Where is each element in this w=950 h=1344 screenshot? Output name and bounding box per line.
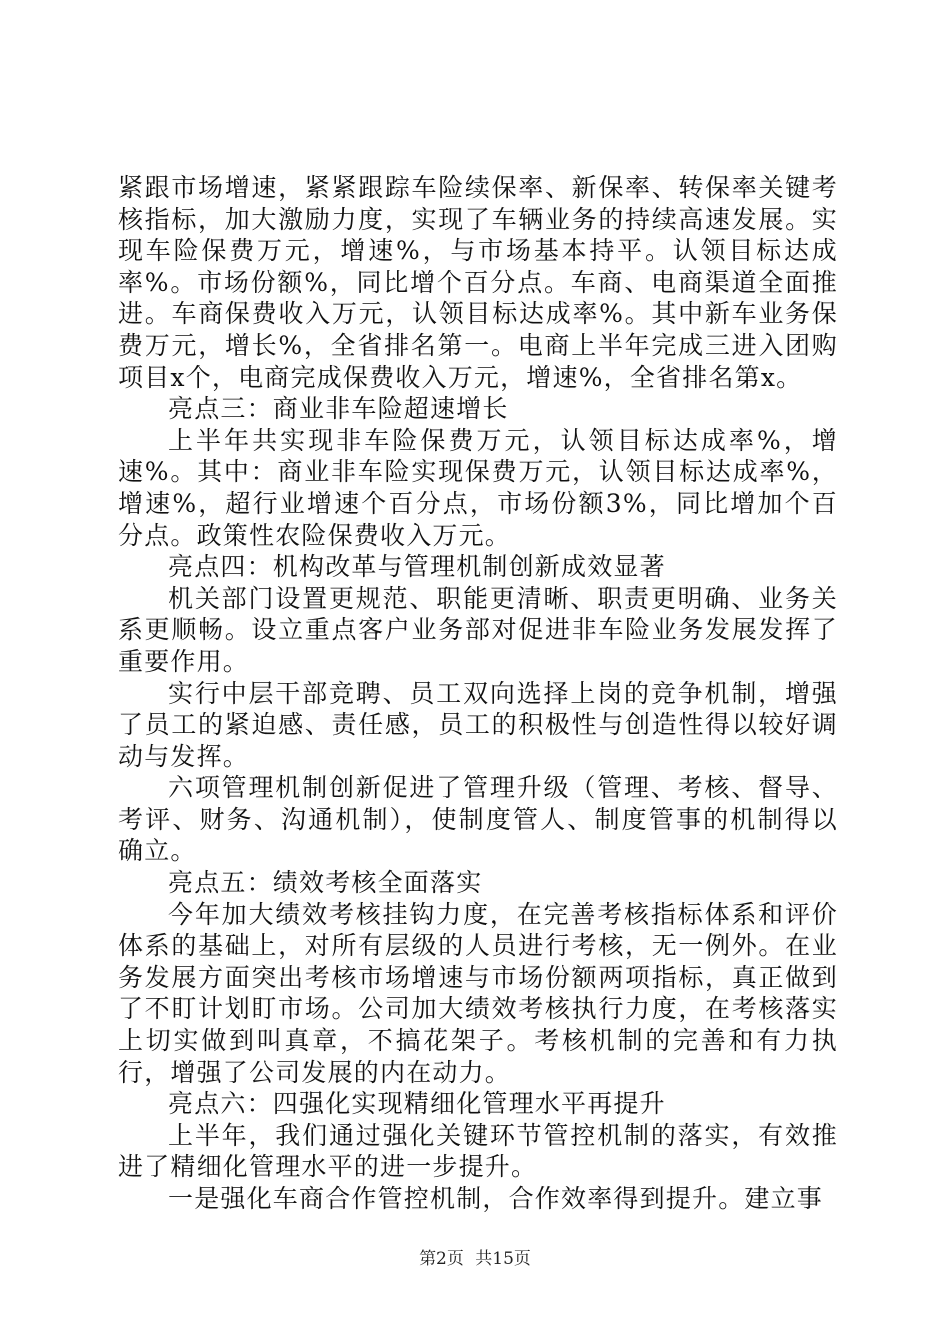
page-number: 第2页 xyxy=(419,1249,464,1269)
heading-highlight-three: 亮点三：商业非车险超速增长 xyxy=(168,394,509,424)
paragraph: 实行中层干部竞聘、员工双向选择上岗的竞争机制，增强了员工的紧迫感、责任感，员工的积极性与创造性得以较好调动与发挥。 xyxy=(118,678,838,771)
page-footer xyxy=(0,1244,950,1269)
paragraph: 今年加大绩效考核挂钩力度，在完善考核指标体系和评价体系的基础上，对所有层级的人员进行考核，无一例外。在业务发展方面突出考核市场增速与市场份额两项指标，真正做到了不盯计划盯市场。公司加大绩效考核执行力度，在考核落实上切实做到叫真章，不搞花架子。考核机制的完善和有力执行，增强了公司发展的内在动力。 xyxy=(118,899,838,1087)
body-text xyxy=(118,172,838,1215)
paragraph: 上半年共实现非车险保费万元，认领目标达成率%，增速%。其中：商业非车险实现保费万元，认领目标达成率%，增速%，超行业增速个百分点，市场份额3%，同比增加个百分点。政策性农险保费收入万元。 xyxy=(118,425,838,550)
paragraph-truncated: 一是强化车商合作管控机制，合作效率得到提升。建立事 xyxy=(168,1184,824,1213)
heading-highlight-six: 亮点六：四强化实现精细化管理水平再提升 xyxy=(168,1089,666,1119)
heading-highlight-four: 亮点四：机构改革与管理机制创新成效显著 xyxy=(168,552,666,582)
page-total: 共15页 xyxy=(475,1249,531,1269)
paragraph: 上半年，我们通过强化关键环节管控机制的落实，有效推进了精细化管理水平的进一步提升。 xyxy=(118,1120,838,1182)
paragraph: 机关部门设置更规范、职能更清晰、职责更明确、业务关系更顺畅。设立重点客户业务部对促进非车险业务发展发挥了重要作用。 xyxy=(118,583,838,676)
heading-highlight-five: 亮点五：绩效考核全面落实 xyxy=(168,868,483,898)
paragraph-continued: 紧跟市场增速，紧紧跟踪车险续保率、新保率、转保率关键考核指标，加大激励力度，实现了车辆业务的持续高速发展。实现车险保费万元，增速%，与市场基本持平。认领目标达成率%。市场份额%，同比增个百分点。车商、电商渠道全面推进。车商保费收入万元，认领目标达成率%。其中新车业务保费万元，增长%，全省排名第一。电商上半年完成三进入团购项目x个，电商完成保费收入万元，增速%，全省排名第x。 xyxy=(118,173,838,392)
paragraph: 六项管理机制创新促进了管理升级（管理、考核、督导、考评、财务、沟通机制），使制度管人、制度管事的机制得以确立。 xyxy=(118,773,838,866)
